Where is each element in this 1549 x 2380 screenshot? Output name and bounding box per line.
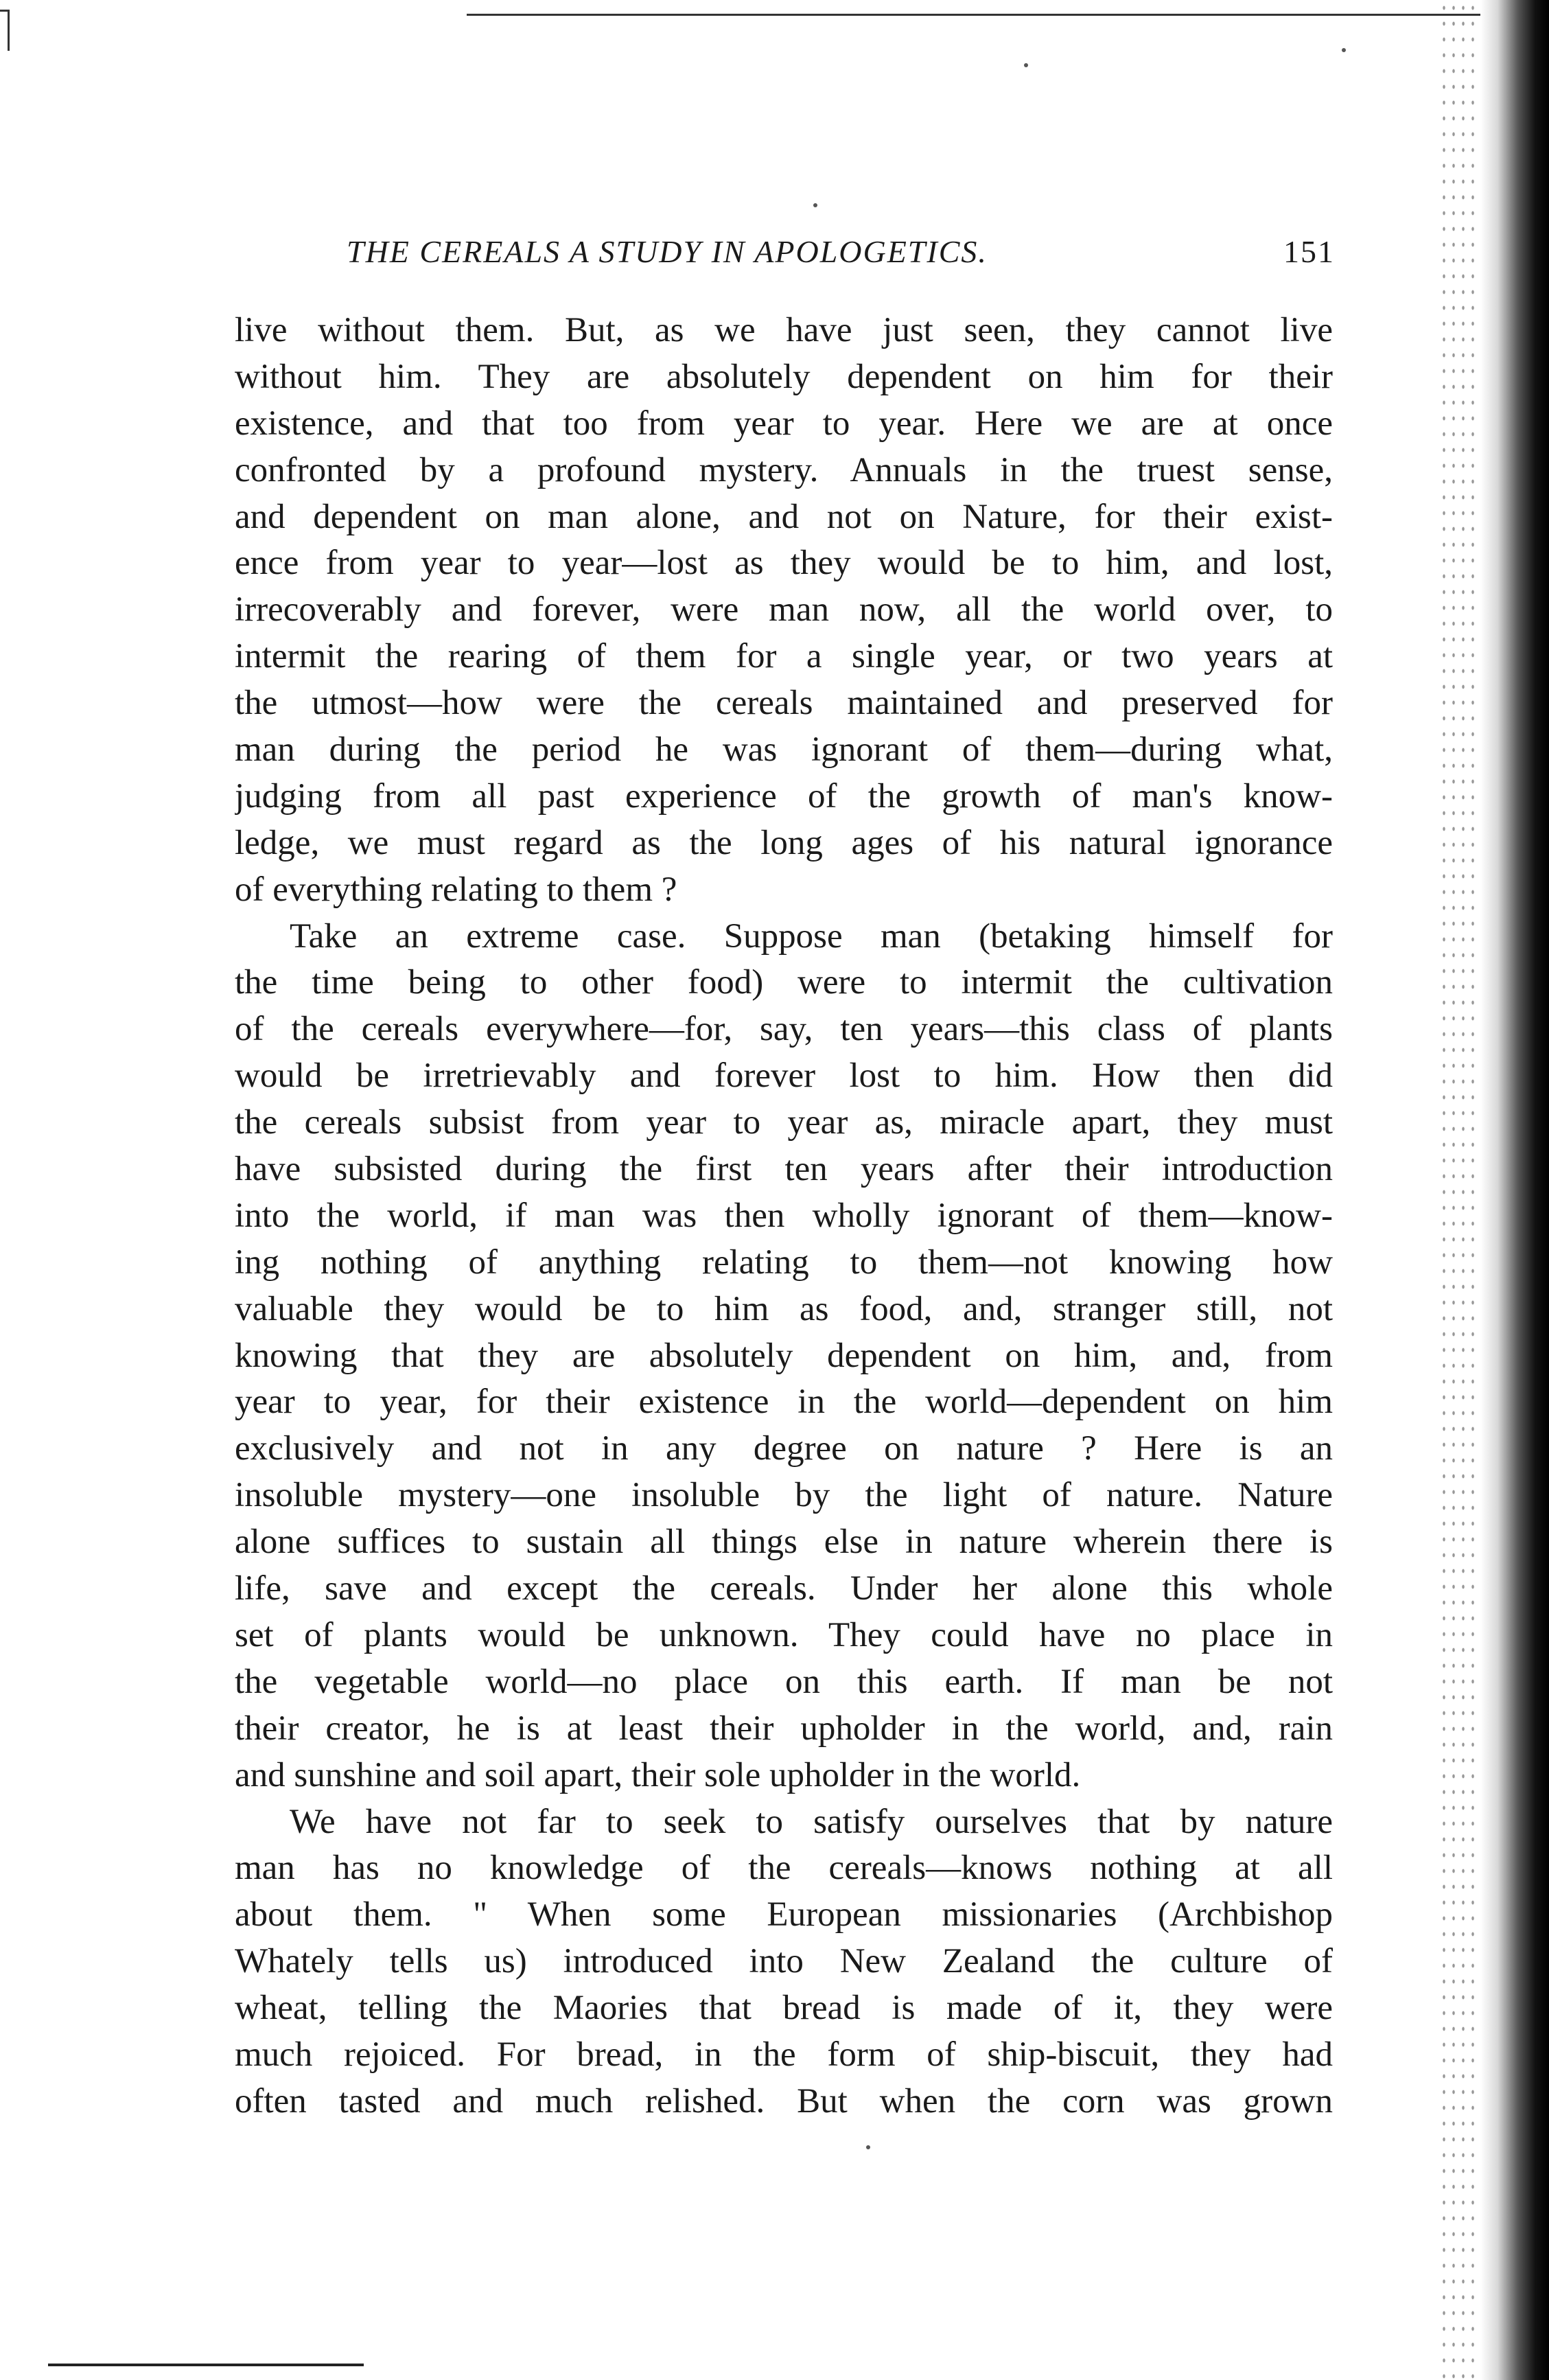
text-line: ledge, we must regard as the long ages of his natural ignorance xyxy=(235,823,1333,862)
text-line: often tasted and much relished. But when the corn was grown xyxy=(235,2081,1333,2121)
text-line: and sunshine and soil apart, their sole upholder in the world. xyxy=(235,1755,1081,1794)
binding-edge xyxy=(1480,0,1549,2380)
top-rule xyxy=(467,14,1496,16)
running-head xyxy=(347,233,1335,275)
text-line: and dependent on man alone, and not on Nature, for their exist- xyxy=(235,497,1333,536)
text-line: Whately tells us) introduced into New Zealand the culture of xyxy=(235,1942,1333,1981)
text-line: man during the period he was ignorant of them—during what, xyxy=(235,730,1333,770)
text-line: irrecoverably and forever, were man now, all the world over, to xyxy=(235,590,1333,629)
scan-dot xyxy=(813,203,817,207)
text-line: of everything relating to them ? xyxy=(235,870,677,909)
text-line: valuable they would be to him as food, and, stranger still, not xyxy=(235,1289,1333,1328)
binding-speckle xyxy=(1439,0,1480,2380)
text-line: set of plants would be unknown. They could have no place in xyxy=(235,1615,1333,1654)
text-line: would be irretrievably and forever lost to him. How then did xyxy=(235,1056,1333,1096)
bottom-rule xyxy=(48,2364,364,2366)
text-line: ence from year to year—lost as they would be to him, and lost, xyxy=(235,544,1333,583)
page-corner-mark xyxy=(0,10,10,51)
page-number: 151 xyxy=(1283,234,1335,269)
text-line: live without them. But, as we have just seen, they cannot live xyxy=(235,311,1333,349)
text-line: knowing that they are absolutely dependent on him, and, from xyxy=(235,1336,1333,1375)
scan-dot xyxy=(866,2145,870,2149)
text-line: life, save and except the cereals. Under her alone this whole xyxy=(235,1569,1333,1608)
text-line: man has no knowledge of the cereals—knows nothing at all xyxy=(235,1849,1333,1888)
text-line: without him. They are absolutely dependent on him for their xyxy=(235,357,1333,396)
text-line: much rejoiced. For bread, in the form of ship-biscuit, they had xyxy=(235,2035,1333,2074)
text-line: the utmost—how were the cereals maintained and preserved for xyxy=(235,684,1333,723)
running-title: THE CEREALS A STUDY IN APOLOGETICS. xyxy=(347,234,988,269)
text-line: the time being to other food) were to intermit the cultivation xyxy=(235,963,1333,1002)
text-line: insoluble mystery—one insoluble by the light of nature. Nature xyxy=(235,1476,1333,1515)
text-line: into the world, if man was then wholly ignorant of them—know- xyxy=(235,1196,1333,1235)
text-line: confronted by a profound mystery. Annuals in the truest sense, xyxy=(235,450,1333,489)
scan-dot xyxy=(1342,48,1346,52)
text-line: wheat, telling the Maories that bread is made of it, they were xyxy=(235,1989,1333,2028)
text-line: existence, and that too from year to year. Here we are at once xyxy=(235,404,1333,443)
body-text xyxy=(235,308,1333,2125)
text-line: the vegetable world—no place on this earth. If man be not xyxy=(235,1662,1333,1701)
text-line: about them. " When some European missionaries (Archbishop xyxy=(235,1895,1333,1934)
text-line: year to year, for their existence in the world—dependent on him xyxy=(235,1383,1333,1422)
text-line: exclusively and not in any degree on nature ? Here is an xyxy=(235,1429,1333,1468)
text-line: intermit the rearing of them for a single year, or two years at xyxy=(235,637,1333,676)
text-line: We have not far to seek to satisfy ourselves that by nature xyxy=(290,1802,1333,1841)
text-line: judging from all past experience of the growth of man's know- xyxy=(235,776,1333,816)
text-line: ing nothing of anything relating to them—not knowing how xyxy=(235,1243,1333,1282)
text-line: of the cereals everywhere—for, say, ten years—this class of plants xyxy=(235,1010,1333,1049)
text-line: alone suffices to sustain all things else in nature wherein there is xyxy=(235,1523,1333,1562)
text-line: their creator, he is at least their upholder in the world, and, rain xyxy=(235,1709,1333,1748)
text-line: the cereals subsist from year to year as, miracle apart, they must xyxy=(235,1103,1333,1142)
text-line: Take an extreme case. Suppose man (betaking himself for xyxy=(290,916,1333,956)
text-line: have subsisted during the first ten years after their introduction xyxy=(235,1150,1333,1189)
scan-dot xyxy=(1024,63,1028,67)
